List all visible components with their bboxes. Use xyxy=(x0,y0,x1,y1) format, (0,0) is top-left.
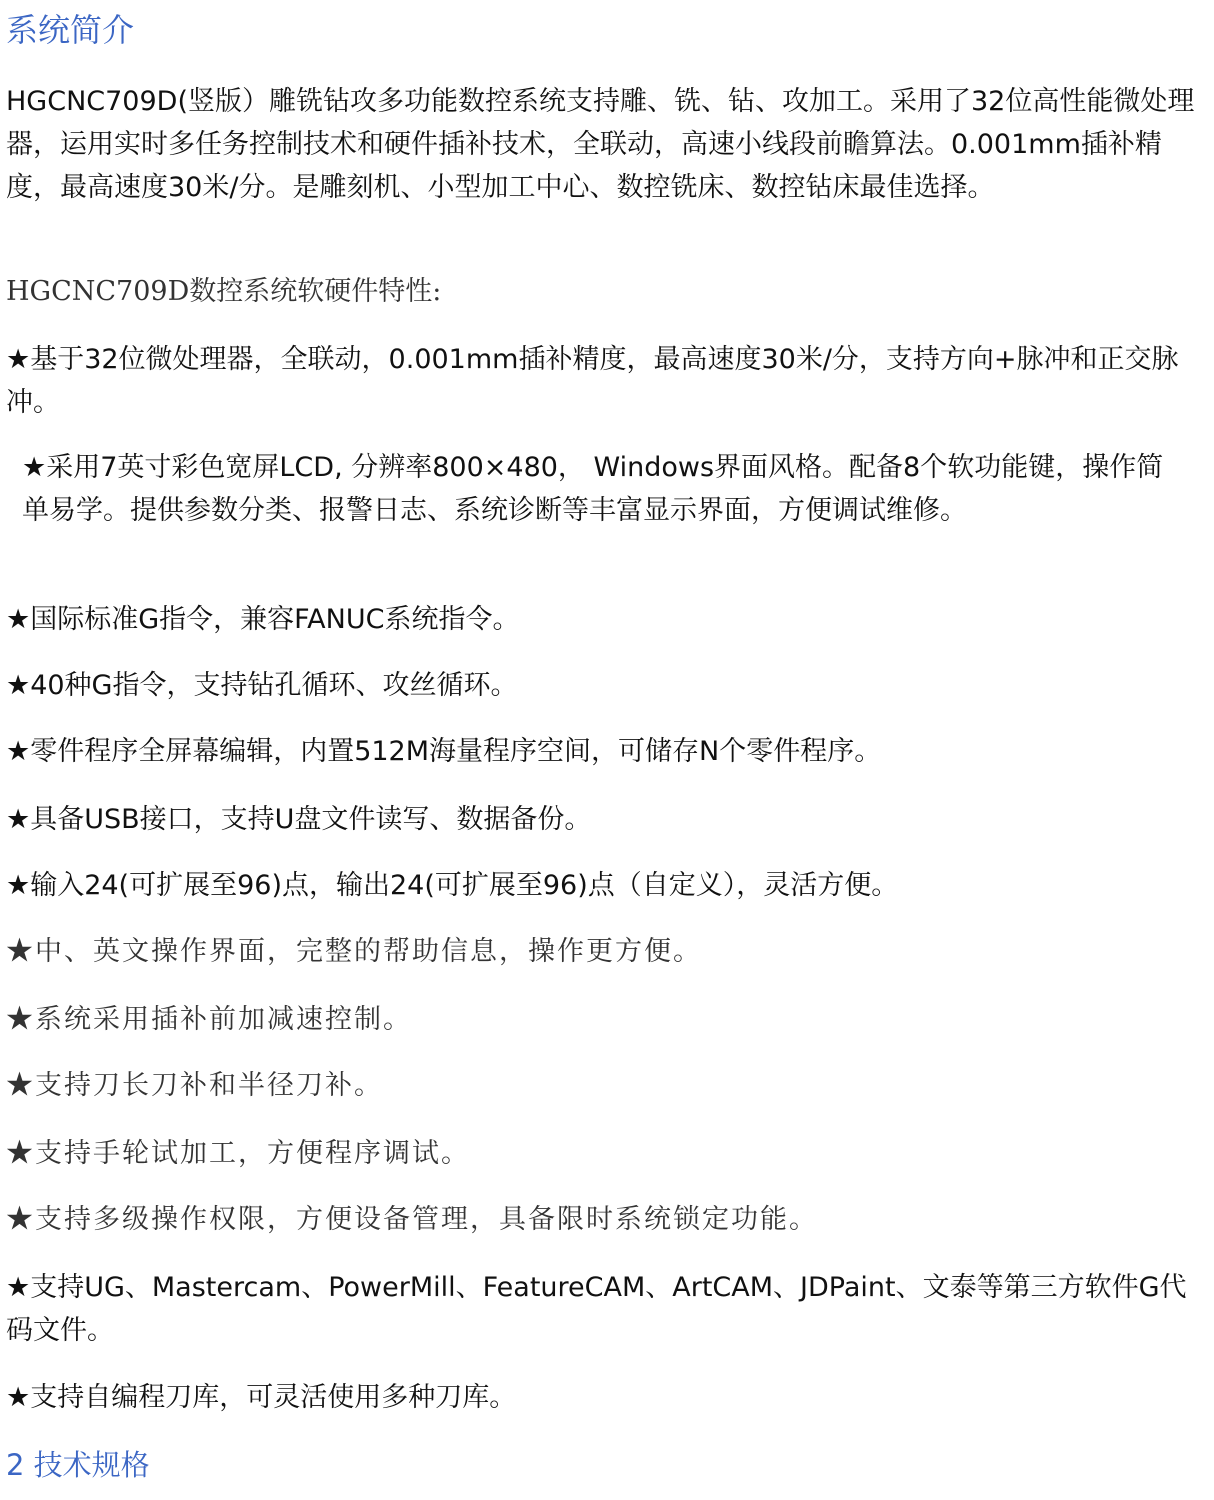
feature-item: ★支持UG、Mastercam、PowerMill、FeatureCAM、ArtCAM、JDPaint、文泰等第三方软件G代码文件。 xyxy=(6,1272,1187,1346)
feature-item: ★系统采用插补前加减速控制。 xyxy=(6,1004,412,1035)
feature-item: ★采用7英寸彩色宽屏LCD, 分辨率800×480， Windows界面风格。配备8个软功能键，操作简单易学。提供参数分类、报警日志、系统诊断等丰富显示界面，方便调试维修。 xyxy=(22,452,1164,526)
feature-item: ★具备USB接口，支持U盘文件读写、数据备份。 xyxy=(6,804,592,835)
feature-item: ★零件程序全屏幕编辑，内置512M海量程序空间，可储存N个零件程序。 xyxy=(6,736,882,767)
feature-item: ★支持多级操作权限，方便设备管理，具备限时系统锁定功能。 xyxy=(6,1204,818,1235)
features-heading: HGCNC709D数控系统软硬件特性: xyxy=(6,276,442,307)
feature-item: ★支持手轮试加工，方便程序调试。 xyxy=(6,1138,470,1169)
section-heading: 2 技术规格 xyxy=(6,1448,150,1482)
feature-item: ★国际标准G指令，兼容FANUC系统指令。 xyxy=(6,604,520,635)
section-title: 系统简介 xyxy=(6,11,135,49)
feature-item: ★支持刀长刀补和半径刀补。 xyxy=(6,1070,383,1101)
feature-item: ★中、英文操作界面，完整的帮助信息，操作更方便。 xyxy=(6,936,702,967)
feature-item: ★输入24(可扩展至96)点，输出24(可扩展至96)点（自定义），灵活方便。 xyxy=(6,870,899,901)
feature-item: ★40种G指令，支持钻孔循环、攻丝循环。 xyxy=(6,670,518,701)
feature-item: ★支持自编程刀库，可灵活使用多种刀库。 xyxy=(6,1382,517,1413)
feature-item: ★基于32位微处理器，全联动，0.001mm插补精度，最高速度30米/分，支持方向+脉冲和正交脉冲。 xyxy=(6,344,1179,418)
intro-paragraph: HGCNC709D(竖版）雕铣钻攻多功能数控系统支持雕、铣、钻、攻加工。采用了32位高性能微处理器，运用实时多任务控制技术和硬件插补技术，全联动，高速小线段前瞻算法。0.001mm插补精度，最高速度30米/分。是雕刻机、小型加工中心、数控铣床、数控钻床最佳选择。 xyxy=(6,86,1195,203)
